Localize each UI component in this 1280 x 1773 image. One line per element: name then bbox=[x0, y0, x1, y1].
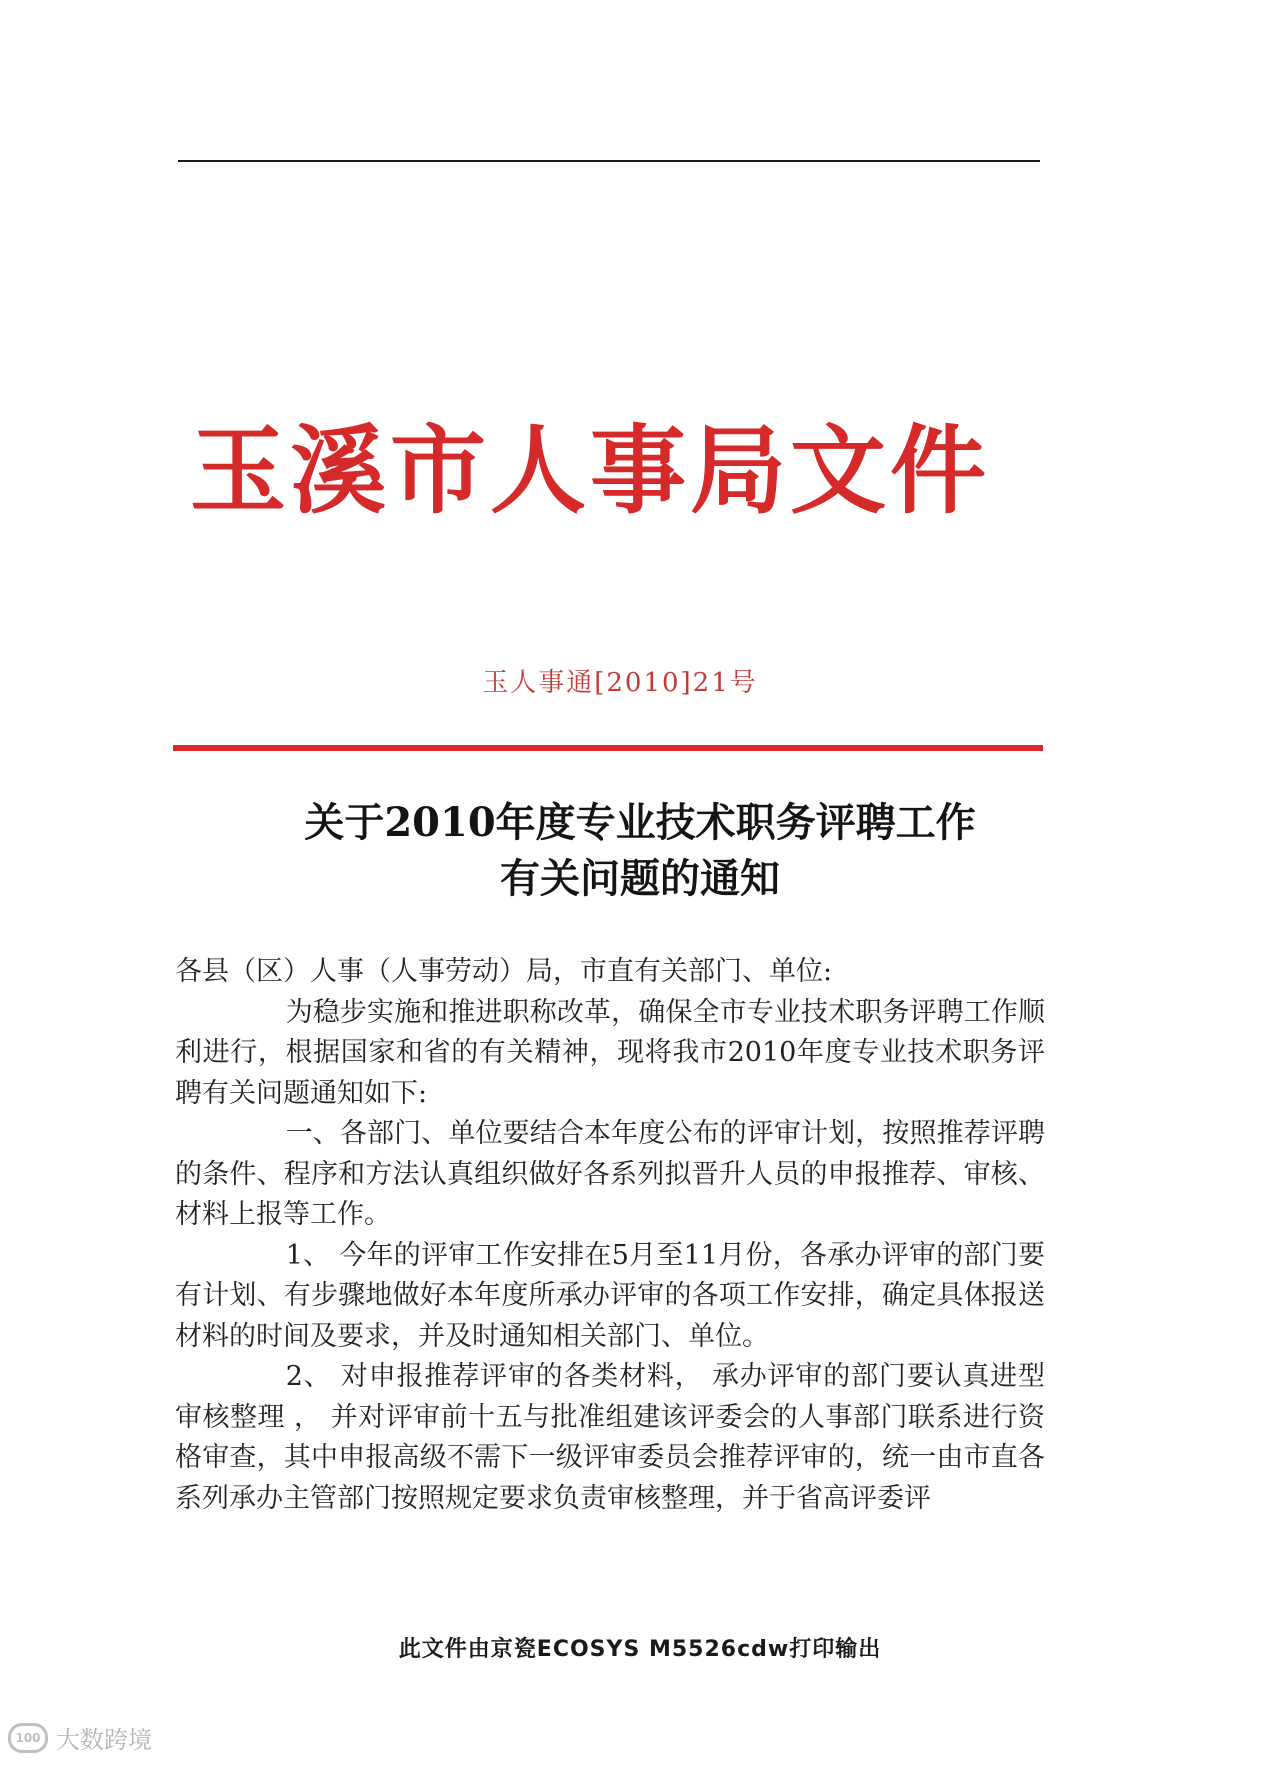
document-number: 玉人事通[2010]21号 bbox=[482, 668, 758, 698]
notice-title-line-2: 有关问题的通知 bbox=[500, 855, 780, 902]
section-1-paragraph: 一、各部门、单位要结合本年度公布的评审计划，按照推荐评聘的条件、程序和方法认真组织做好各系列拟晋升人员的申报推荐、审核、材料上报等工作。 bbox=[175, 1118, 1045, 1230]
top-rule bbox=[178, 160, 1040, 162]
salutation: 各县（区）人事（人事劳动）局，市直有关部门、单位: bbox=[175, 956, 833, 987]
notice-title-line-1: 关于2010年度专业技术职务评聘工作 bbox=[304, 799, 976, 846]
watermark-text: 大数跨境 bbox=[56, 1726, 152, 1754]
printer-footer-note: 此文件由京瓷ECOSYS M5526cdw打印输出 bbox=[398, 1637, 882, 1662]
red-divider bbox=[173, 745, 1043, 751]
watermark-logo-icon: 100 bbox=[8, 1723, 48, 1753]
notice-body bbox=[175, 952, 1045, 1519]
masthead-title: 玉溪市人事局文件 bbox=[190, 414, 990, 527]
watermark bbox=[8, 1720, 152, 1755]
intro-paragraph: 为稳步实施和推进职称改革，确保全市专业技术职务评聘工作顺利进行，根据国家和省的有关精神，现将我市2010年度专业技术职务评聘有关问题通知如下: bbox=[175, 996, 1045, 1109]
notice-title bbox=[0, 795, 1280, 907]
item-2-paragraph: 2、 对申报推荐评审的各类材料， 承办评审的部门要认真进型审核整理 ， 并对评审前十五与批准组建该评委会的人事部门联系进行资格审查，其中申报高级不需下一级评审委员会推荐评审的，统一由市直各系列承办主管部门按照规定要求负责审核整理，并于省高评委评 bbox=[175, 1361, 1045, 1514]
item-1-paragraph: 1、 今年的评审工作安排在5月至11月份，各承办评审的部门要有计划、有步骤地做好本年度所承办评审的各项工作安排，确定具体报送材料的时间及要求，并及时通知相关部门、单位。 bbox=[175, 1239, 1045, 1352]
